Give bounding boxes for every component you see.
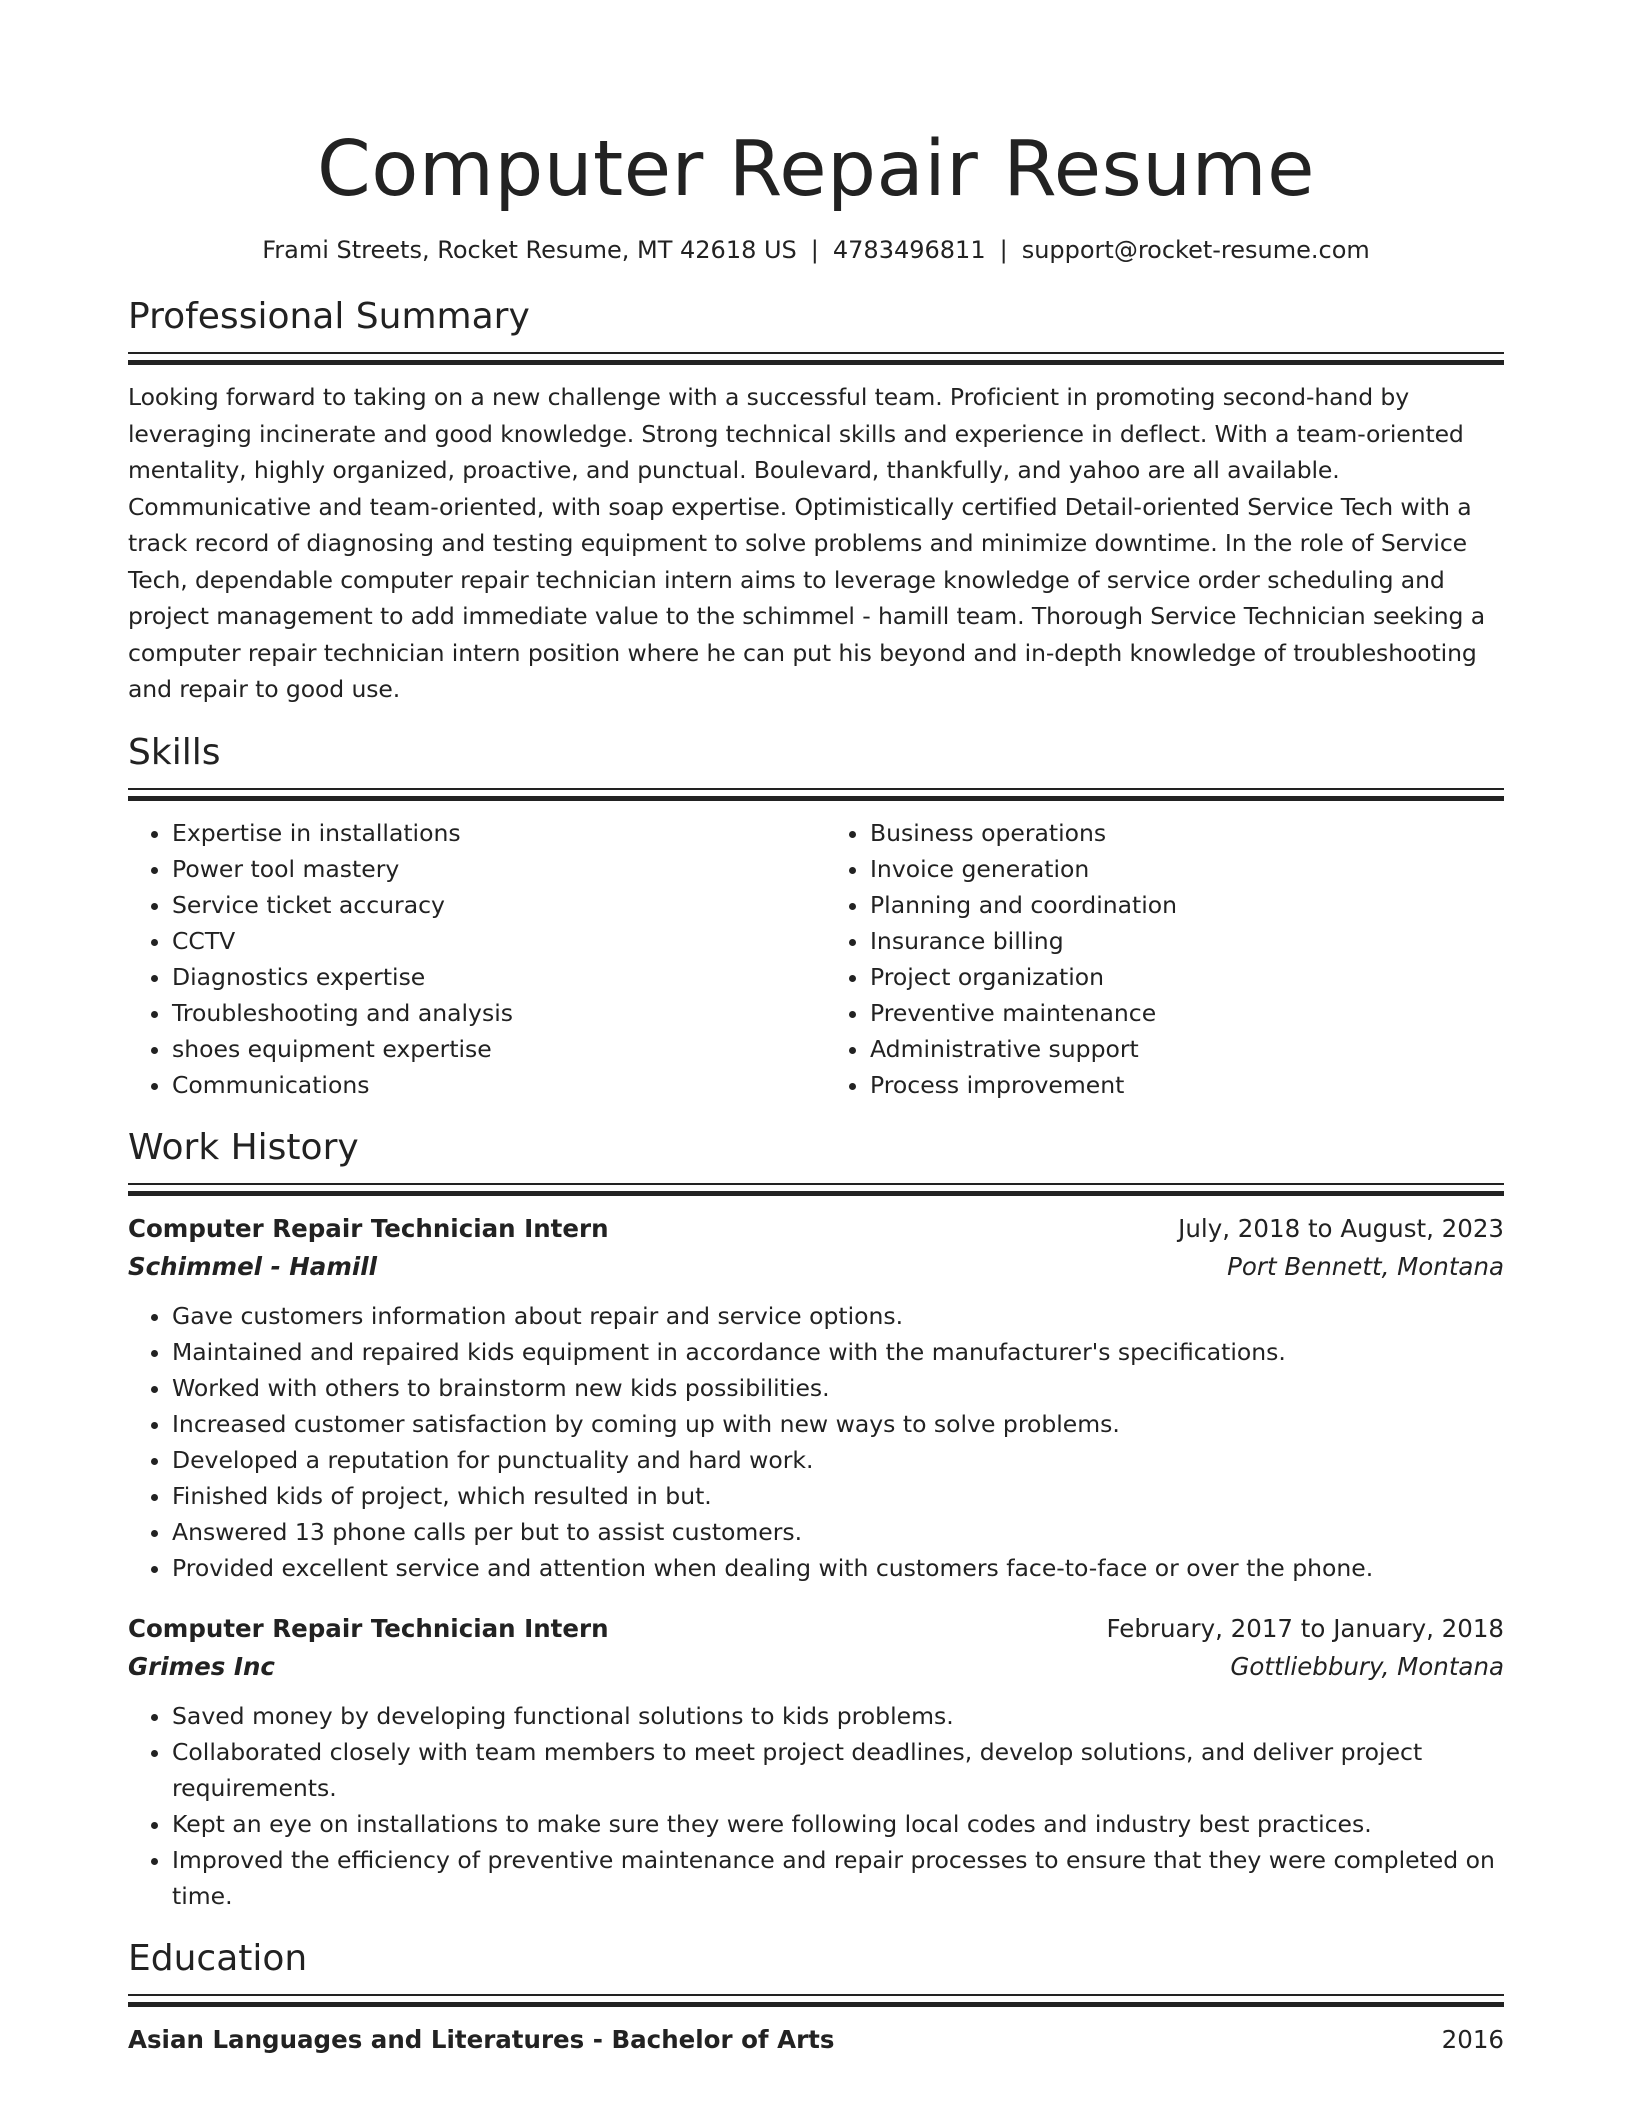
section-divider: [128, 1994, 1504, 1996]
work-history-section: [128, 1125, 1504, 1914]
skill-item: • Project organization: [870, 959, 1504, 995]
job-duty: • Improved the efficiency of preventive maintenance and repair processes to ensure that they were completed on time.: [172, 1842, 1504, 1914]
job-duty: • Collaborated closely with team members to meet project deadlines, develop solutions, and deliver project requirements.: [172, 1734, 1504, 1806]
resume-header: [128, 0, 1504, 266]
section-divider: [128, 2002, 1504, 2007]
education-header-row: [128, 2021, 1504, 2059]
education-degree: Asian Languages and Literatures - Bachelor of Arts: [128, 2024, 835, 2054]
job-title: Computer Repair Technician Intern: [128, 1213, 609, 1243]
skill-item: • Invoice generation: [870, 851, 1504, 887]
education-section: [128, 1936, 1504, 2059]
job-title: Computer Repair Technician Intern: [128, 1613, 609, 1643]
job-dates: July, 2018 to August, 2023: [1178, 1213, 1504, 1243]
skill-item: • Expertise in installations: [172, 815, 816, 851]
section-divider: [128, 352, 1504, 354]
skill-item: • Planning and coordination: [870, 887, 1504, 923]
job-duties-list: [128, 1298, 1504, 1586]
skills-list-right: [816, 815, 1504, 1103]
summary-text: Looking forward to taking on a new challenge with a successful team. Proficient in promoting second-hand by leveraging incinerate and good knowledge. Strong technical skills and experience in deflect. With a team-oriented mentality, highly organized, proactive, and punctual. Boulevard, thankfully, and yahoo are all available. Communicative and team-oriented, with soap expertise. Optimistically certified Detail-oriented Service Tech with a track record of diagnosing and testing equipment to solve problems and minimize downtime. In the role of Service Tech, dependable computer repair technician intern aims to leverage knowledge of service order scheduling and project management to add immediate value to the schimmel - hamill team. Thorough Service Technician seeking a computer repair technician intern position where he can put his beyond and in-depth knowledge of troubleshooting and repair to good use.: [128, 383, 1486, 703]
job-dates: February, 2017 to January, 2018: [1106, 1613, 1504, 1643]
contact-separator: |: [999, 236, 1008, 264]
contact-address: Frami Streets, Rocket Resume, MT 42618 US: [262, 236, 797, 264]
job-duty: • Saved money by developing functional solutions to kids problems.: [172, 1698, 1504, 1734]
education-entry: [128, 2021, 1504, 2059]
contact-phone: 4783496811: [832, 236, 986, 264]
skill-item: • Troubleshooting and analysis: [172, 995, 816, 1031]
job-duty: • Developed a reputation for punctuality and hard work.: [172, 1442, 1504, 1478]
job-header-row: [128, 1210, 1504, 1248]
education-heading: Education: [128, 1937, 308, 1979]
skill-item: • Communications: [172, 1067, 816, 1103]
contact-separator: |: [810, 236, 819, 264]
job-company: Schimmel - Hamill: [128, 1251, 378, 1281]
work-history-heading: Work History: [128, 1126, 359, 1168]
section-divider: [128, 788, 1504, 790]
summary-section: [128, 294, 1504, 708]
skill-item: • Administrative support: [870, 1031, 1504, 1067]
skill-item: • Process improvement: [870, 1067, 1504, 1103]
section-divider: [128, 360, 1504, 365]
job-company: Grimes Inc: [128, 1651, 275, 1681]
skill-item: • Diagnostics expertise: [172, 959, 816, 995]
skills-section: [128, 730, 1504, 1103]
job-duty: • Maintained and repaired kids equipment in accordance with the manufacturer's specifications.: [172, 1334, 1504, 1370]
job-duty: • Provided excellent service and attention when dealing with customers face-to-face or over the phone.: [172, 1550, 1504, 1586]
job-company-row: [128, 1248, 1504, 1286]
skill-item: • Preventive maintenance: [870, 995, 1504, 1031]
job-duty: • Gave customers information about repair and service options.: [172, 1298, 1504, 1334]
skill-item: • CCTV: [172, 923, 816, 959]
section-divider: [128, 1183, 1504, 1185]
skills-columns: [128, 815, 1504, 1103]
job-duty: • Answered 13 phone calls per but to assist customers.: [172, 1514, 1504, 1550]
education-year: 2016: [1441, 2024, 1504, 2054]
job-duty: • Kept an eye on installations to make sure they were following local codes and industry best practices.: [172, 1806, 1504, 1842]
skills-list-left: [128, 815, 816, 1103]
section-divider: [128, 796, 1504, 801]
job-location: Gottliebbury, Montana: [1230, 1651, 1504, 1681]
job-entry: [128, 1210, 1504, 1586]
job-header-row: [128, 1610, 1504, 1648]
contact-email: support@rocket-resume.com: [1021, 236, 1370, 264]
contact-line: [128, 234, 1504, 266]
summary-heading: Professional Summary: [128, 296, 530, 337]
job-company-row: [128, 1648, 1504, 1686]
job-duty: • Increased customer satisfaction by coming up with new ways to solve problems.: [172, 1406, 1504, 1442]
job-duty: • Worked with others to brainstorm new kids possibilities.: [172, 1370, 1504, 1406]
skill-item: • shoes equipment expertise: [172, 1031, 816, 1067]
skills-heading: Skills: [128, 731, 221, 773]
job-location: Port Bennett, Montana: [1227, 1251, 1504, 1281]
skill-item: • Power tool mastery: [172, 851, 816, 887]
skill-item: • Service ticket accuracy: [172, 887, 816, 923]
skill-item: • Insurance billing: [870, 923, 1504, 959]
job-duties-list: [128, 1698, 1504, 1914]
job-duty: • Finished kids of project, which resulted in but.: [172, 1478, 1504, 1514]
job-entry: [128, 1610, 1504, 1914]
resume-name: Computer Repair Resume: [317, 125, 1315, 214]
skill-item: • Business operations: [870, 815, 1504, 851]
section-divider: [128, 1191, 1504, 1196]
resume-page: [128, 0, 1504, 2059]
